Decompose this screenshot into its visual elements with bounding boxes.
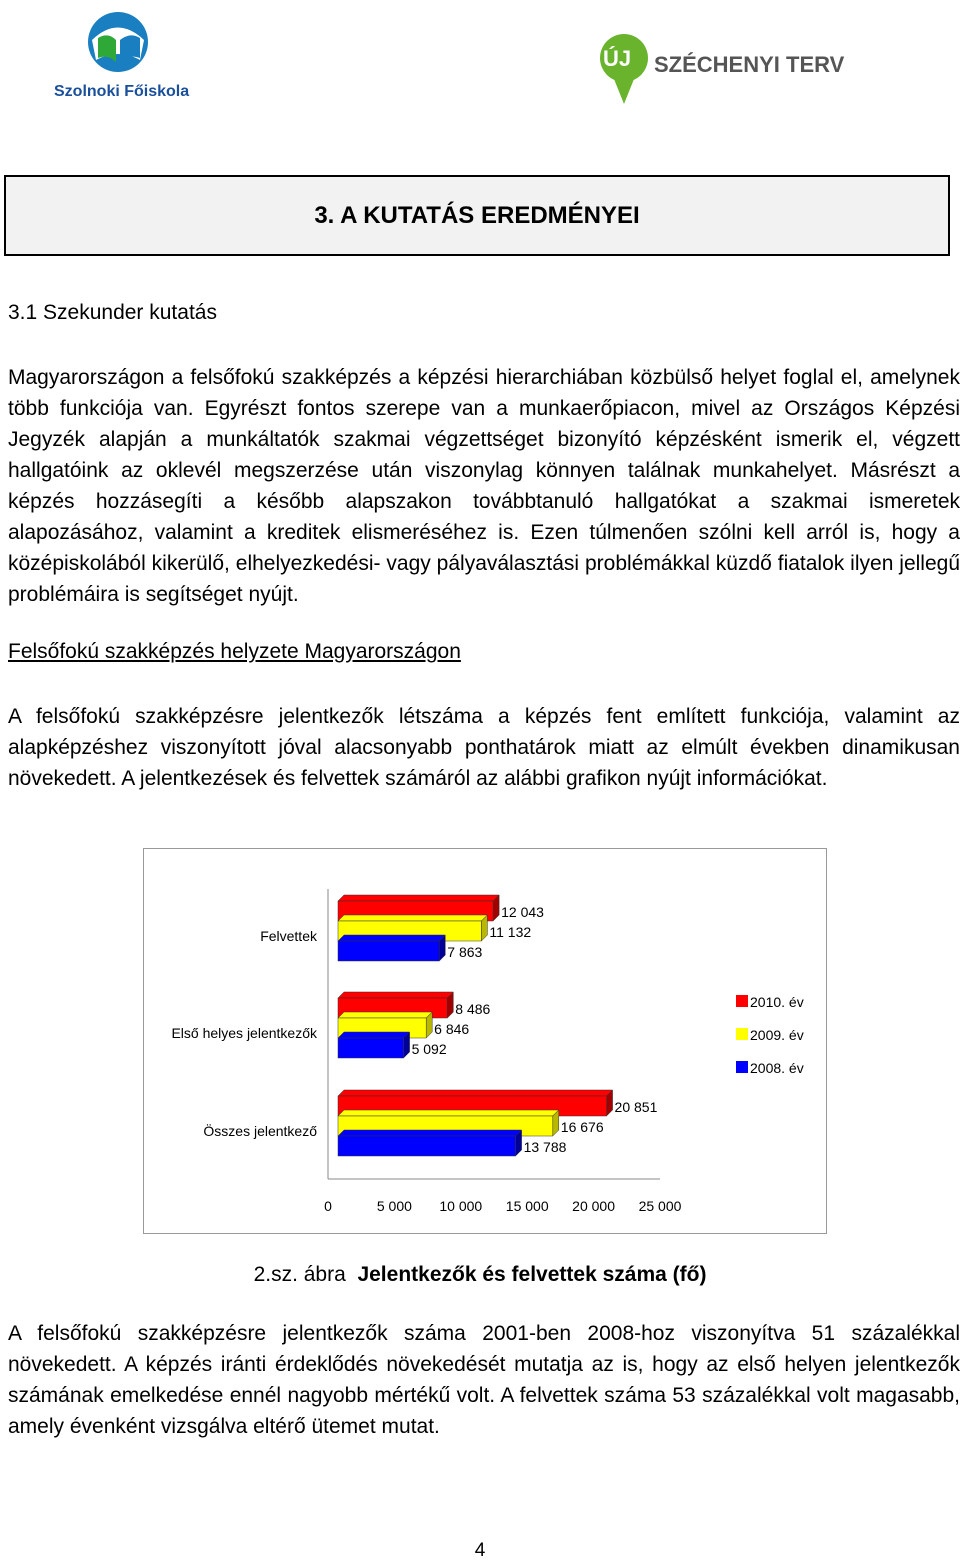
caption-prefix: 2.sz. ábra: [253, 1263, 346, 1286]
x-tick-label: 25 000: [638, 1198, 682, 1214]
paragraph-2: A felsőfokú szakképzésre jelentkezők létszáma a képzés fent említett funkciója, valamint az alapképzéshez viszonyított jóval alacsonyabb ponthatárok miatt az elmúlt években dinamikusan növekedett. A jelentkezések és felvettek számáról az alábbi grafikon nyújt információkat.: [8, 705, 960, 790]
paragraph-1: Magyarországon a felsőfokú szakképzés a képzési hierarchiában közbülső helyet foglal el, amelynek több funkciója van. Egyrészt fontos szerepe van a munkaerőpiacon, mivel az Országos Képzési Jegyzék alapján a munkáltatók szakmai végzettséget bizonyító képzésként ismerik el, végzett hallgatóink az oklevél megszerzése után viszonylag könnyen találnak munkahelyet. Másrészt a képzés hozzásegíti a később alapszakon továbbtanuló hallgatókat a szakmai ismeretek alapozásához, valamint a kreditek elismeréséhez is. Ezen túlmenően szólni kell arról is, hogy a középiskolából kikerülő, elhelyezkedési- vagy pályaválasztási problémákkal küzdő fiatalok ilyen jellegű problémáira is segítséget nyújt.: [8, 366, 960, 606]
x-tick-label: 0: [324, 1198, 332, 1214]
figure-caption: [0, 1263, 960, 1287]
data-label: 11 132: [489, 924, 532, 940]
bar-top: [338, 915, 487, 921]
paragraph-3: A felsőfokú szakképzésre jelentkezők száma 2001-ben 2008-hoz viszonyítva 51 százalékkal növekedett. A képzés iránti érdeklődés növekedését mutatja az is, hogy az első helyen jelentkezők számának emelkedése ennél nagyobb mértékű volt. A felvettek száma 53 százalékkal volt magasabb, amely évenként vizsgálva eltérő ütemet mutat.: [8, 1322, 960, 1438]
legend-swatch: [736, 995, 748, 1007]
legend-label: 2010. év: [750, 994, 804, 1010]
bar: [338, 1136, 516, 1156]
data-label: 13 788: [523, 1139, 567, 1155]
x-tick-label: 15 000: [505, 1198, 549, 1214]
svg-text:ÚJ: ÚJ: [603, 46, 632, 71]
section-heading-box: [4, 175, 950, 256]
data-label: 16 676: [560, 1119, 604, 1135]
bar-top: [338, 1012, 432, 1018]
uj-szechenyi-terv-logo: [598, 30, 848, 110]
bar: [338, 941, 439, 961]
legend-label: 2009. év: [750, 1027, 804, 1043]
bar-top: [338, 935, 445, 941]
data-label: 20 851: [614, 1099, 658, 1115]
data-label: 6 846: [434, 1021, 470, 1037]
caption-title: Jelentkezők és felvettek száma (fő): [357, 1263, 707, 1286]
bar-top: [338, 1130, 522, 1136]
legend-swatch: [736, 1061, 748, 1073]
szolnoki-foiskola-logo: [52, 10, 192, 102]
x-tick-label: 5 000: [376, 1198, 412, 1214]
page-number: 4: [474, 1540, 486, 1561]
bar-chart-svg: [144, 849, 828, 1235]
data-label: 12 043: [501, 904, 544, 920]
svg-text:SZÉCHENYI TERV: SZÉCHENYI TERV: [654, 52, 845, 77]
szolnoki-logo-text: Szolnoki Főiskola: [54, 83, 190, 100]
data-label: 5 092: [411, 1041, 447, 1057]
data-label: 7 863: [447, 944, 483, 960]
x-tick-label: 20 000: [572, 1198, 616, 1214]
category-label: Első helyes jelentkezők: [171, 1025, 317, 1041]
subsection-heading: 3.1 Szekunder kutatás: [8, 301, 217, 324]
bar-top: [338, 1110, 559, 1116]
x-tick-label: 10 000: [439, 1198, 483, 1214]
bar-top: [338, 1032, 410, 1038]
bar: [338, 1038, 404, 1058]
legend-label: 2008. év: [750, 1060, 804, 1076]
underlined-heading: Felsőfokú szakképzés helyzete Magyarországon: [8, 640, 461, 663]
section-heading: 3. A KUTATÁS EREDMÉNYEI: [314, 201, 640, 229]
category-label: Összes jelentkező: [203, 1123, 317, 1139]
legend-swatch: [736, 1028, 748, 1040]
bar-chart: [143, 848, 827, 1234]
category-label: Felvettek: [260, 928, 317, 944]
bar-top: [338, 992, 453, 998]
bar-top: [338, 895, 499, 901]
data-label: 8 486: [455, 1001, 491, 1017]
bar-top: [338, 1090, 613, 1096]
